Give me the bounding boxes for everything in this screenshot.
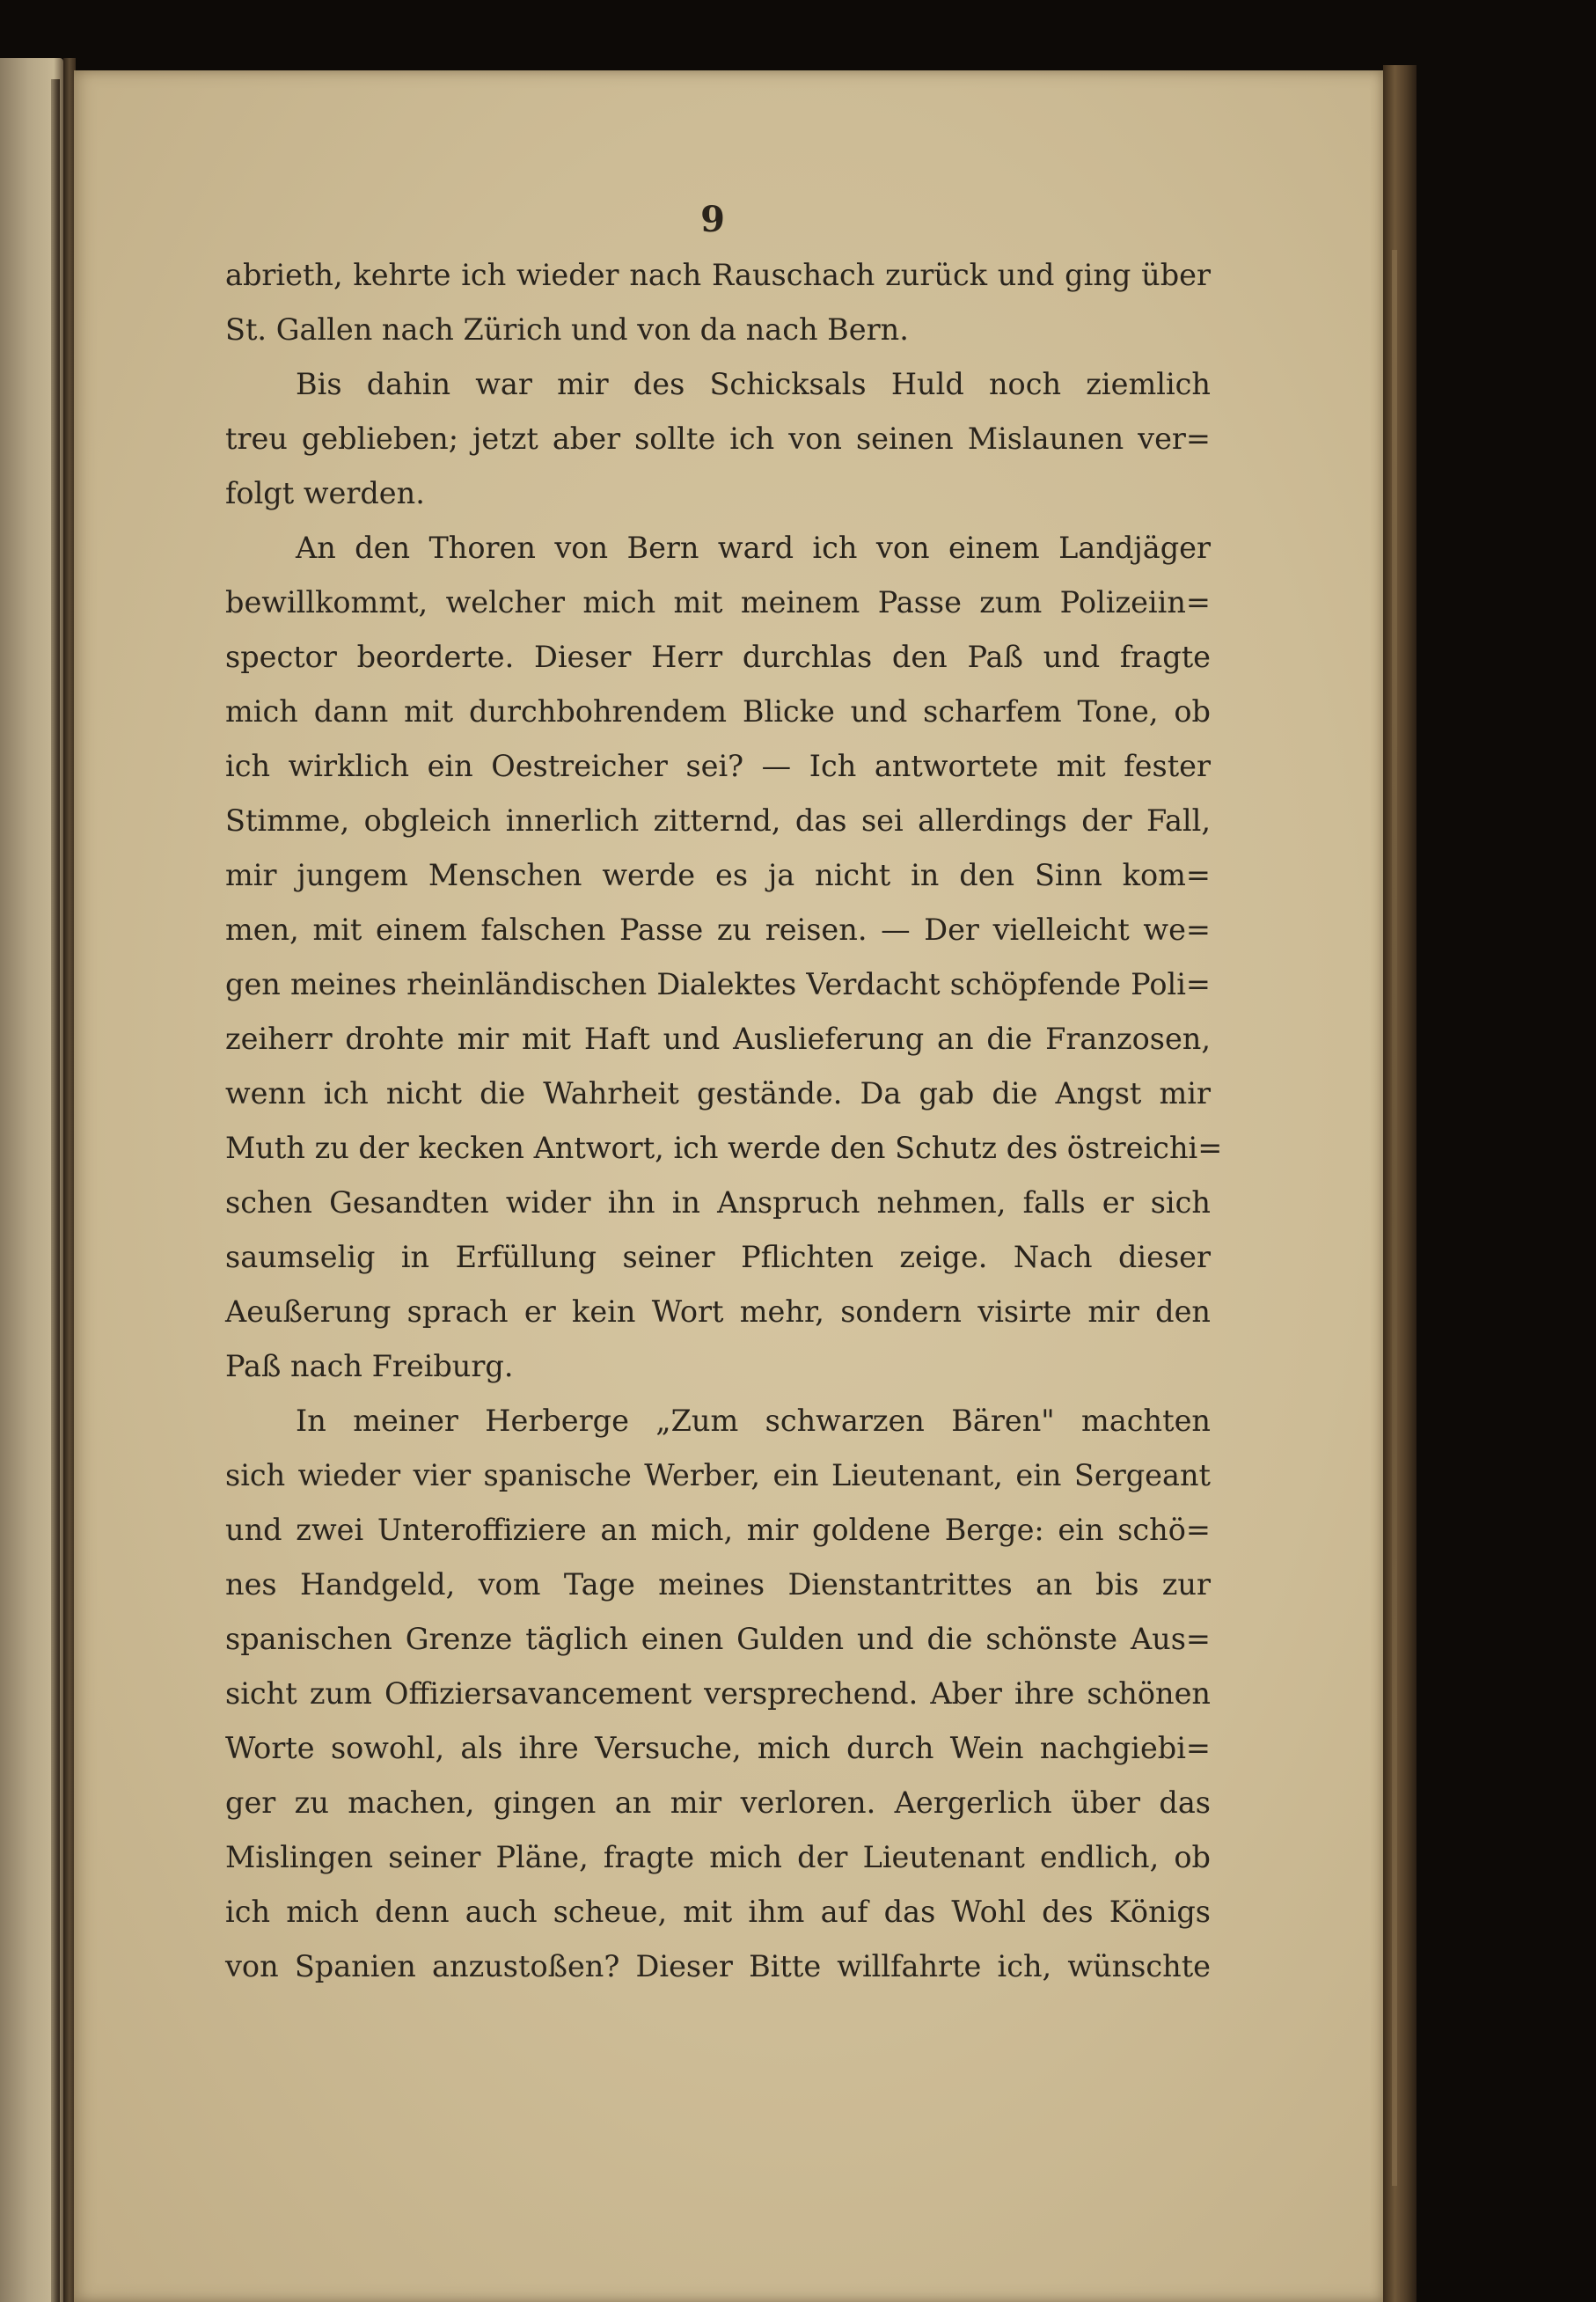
- text-line: folgt werden.: [225, 476, 425, 510]
- text-line: bewillkommt, welcher mich mit meinem Passe zum Polizeiin=: [225, 585, 1211, 619]
- text-line: mich dann mit durchbohrendem Blicke und scharfem Tone, ob: [225, 694, 1211, 729]
- text-line: abrieth, kehrte ich wieder nach Rauschach zurück und ging über: [225, 258, 1211, 292]
- text-line: An den Thoren von Bern ward ich von einem Landjäger: [296, 531, 1211, 565]
- text-line: sicht zum Offiziersavancement versprechend. Aber ihre schönen: [225, 1676, 1211, 1711]
- text-line: nes Handgeld, vom Tage meines Dienstantrittes an bis zur: [225, 1567, 1211, 1602]
- text-line: St. Gallen nach Zürich und von da nach Bern.: [225, 312, 909, 347]
- text-line: und zwei Unteroffiziere an mich, mir goldene Berge: ein schö=: [225, 1513, 1211, 1547]
- text-line: ich mich denn auch scheue, mit ihm auf das Wohl des Königs: [225, 1895, 1211, 1929]
- text-line: ger zu machen, gingen an mir verloren. Aergerlich über das: [225, 1785, 1211, 1820]
- text-line: Muth zu der kecken Antwort, ich werde den Schutz des östreichi=: [225, 1131, 1223, 1165]
- text-line: sich wieder vier spanische Werber, ein Lieutenant, ein Sergeant: [225, 1458, 1211, 1492]
- text-line: Aeußerung sprach er kein Wort mehr, sondern visirte mir den: [225, 1294, 1211, 1329]
- text-line: zeiherr drohte mir mit Haft und Auslieferung an die Franzosen,: [225, 1022, 1211, 1056]
- book-cover-edge: [1383, 65, 1417, 2302]
- text-line: men, mit einem falschen Passe zu reisen. — Der vielleicht we=: [225, 913, 1211, 947]
- text-line: Mislingen seiner Pläne, fragte mich der Lieutenant endlich, ob: [225, 1840, 1211, 1874]
- previous-page-shadow: [51, 79, 60, 2302]
- text-line: Bis dahin war mir des Schicksals Huld noch ziemlich: [296, 367, 1211, 401]
- page-number: 9: [700, 199, 725, 240]
- text-line: spector beorderte. Dieser Herr durchlas den Paß und fragte: [225, 640, 1211, 674]
- text-line: spanischen Grenze täglich einen Gulden und die schönste Aus=: [225, 1622, 1211, 1656]
- text-line: wenn ich nicht die Wahrheit gestände. Da gab die Angst mir: [225, 1076, 1211, 1111]
- text-line: Paß nach Freiburg.: [225, 1349, 514, 1383]
- text-line: ich wirklich ein Oestreicher sei? — Ich antwortete mit fester: [225, 749, 1211, 783]
- text-line: treu geblieben; jetzt aber sollte ich von seinen Mislaunen ver=: [225, 422, 1211, 456]
- text-line: gen meines rheinländischen Dialektes Verdacht schöpfende Poli=: [225, 967, 1211, 1001]
- text-line: mir jungem Menschen werde es ja nicht in den Sinn kom=: [225, 858, 1211, 892]
- page-text-block: [225, 248, 1223, 1994]
- text-line: von Spanien anzustoßen? Dieser Bitte willfahrte ich, wünschte: [225, 1949, 1211, 1983]
- text-line: Worte sowohl, als ihre Versuche, mich durch Wein nachgiebi=: [225, 1731, 1211, 1765]
- text-line: saumselig in Erfüllung seiner Pflichten zeige. Nach dieser: [225, 1240, 1211, 1274]
- text-line: schen Gesandten wider ihn in Anspruch nehmen, falls er sich: [225, 1185, 1211, 1220]
- text-line: Stimme, obgleich innerlich zitternd, das sei allerdings der Fall,: [225, 803, 1211, 838]
- text-line: In meiner Herberge „Zum schwarzen Bären" machten: [296, 1404, 1211, 1438]
